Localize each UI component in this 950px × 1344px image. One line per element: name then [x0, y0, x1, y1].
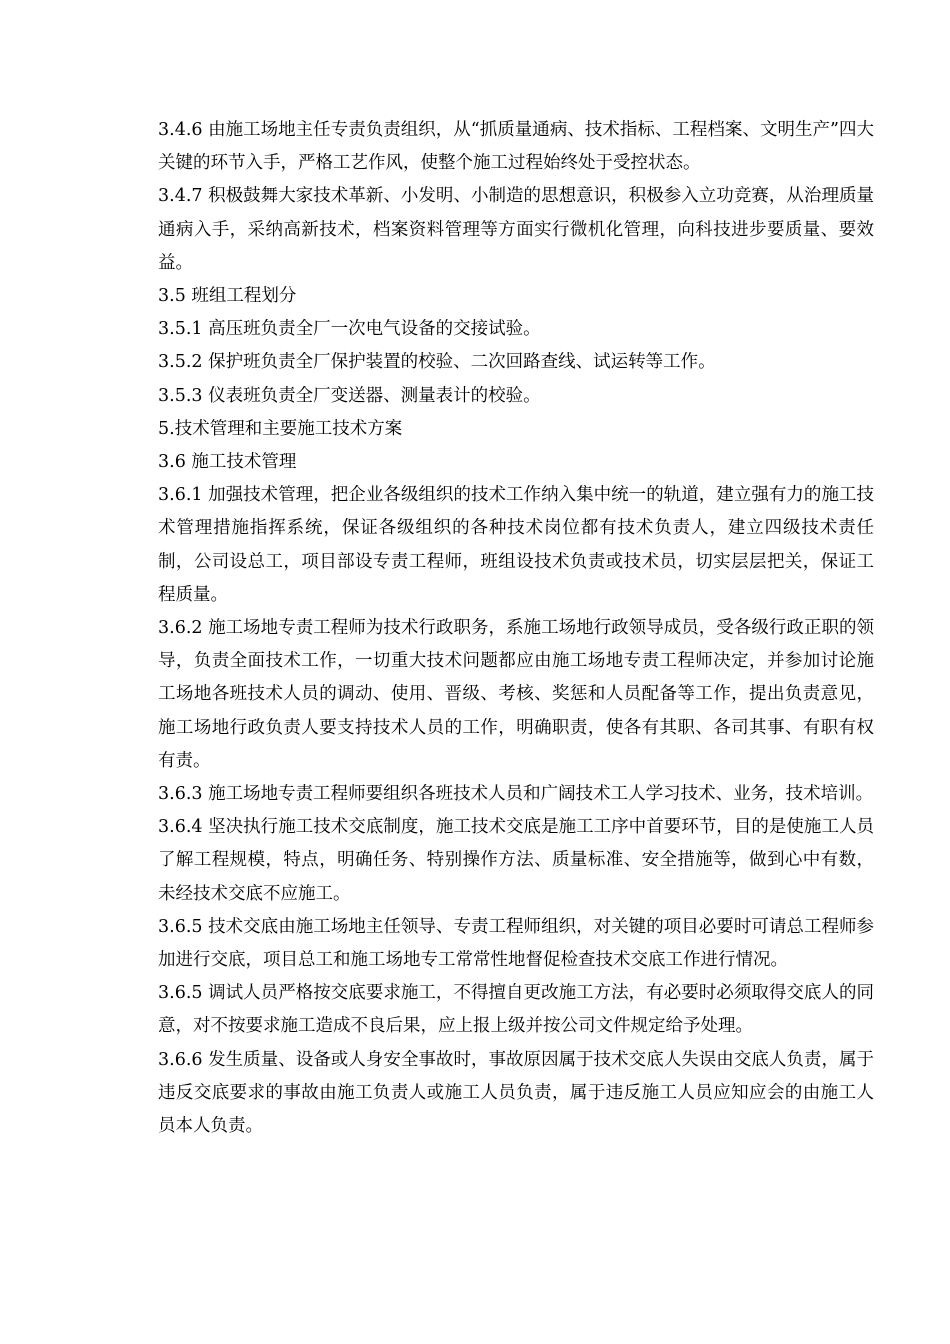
paragraph-3-5-2: 3.5.2 保护班负责全厂保护装置的校验、二次回路查线、试运转等工作。 — [158, 352, 716, 373]
paragraph-3-6-3: 3.6.3 施工场地专责工程师要组织各班技术人员和广阔技术工人学习技术、业务，技术培训。 — [158, 784, 874, 805]
paragraph-3-6-1: 3.6.1 加强技术管理，把企业各级组织的技术工作纳入集中统一的轨道，建立强有力的施工技术管理措施指挥系统，保证各级组织的各种技术岗位都有技术负责人，建立四级技术责任制，公司设总工，项目部设专责工程师，班组设技术负责或技术员，切实层层把关，保证工程质量。 — [158, 485, 874, 605]
section-heading-3-6: 3.6 施工技术管理 — [158, 452, 297, 473]
paragraph-3-4-7: 3.4.7 积极鼓舞大家技术革新、小发明、小制造的思想意识，积极参入立功竞赛，从治理质量通病入手，采纳高新技术，档案资料管理等方面实行微机化管理，向科技进步要质量、要效益。 — [158, 186, 874, 273]
paragraph-3-5-1: 3.5.1 高压班负责全厂一次电气设备的交接试验。 — [158, 319, 541, 340]
document-page — [158, 114, 874, 1143]
paragraph-3-4-6: 3.4.6 由施工场地主任专责负责组织，从“抓质量通病、技术指标、工程档案、文明生产”四大关键的环节入手，严格工艺作风，使整个施工过程始终处于受控状态。 — [158, 120, 874, 174]
paragraph-3-6-6: 3.6.6 发生质量、设备或人身安全事故时，事故原因属于技术交底人失误由交底人负责，属于违反交底要求的事故由施工负责人或施工人员负责，属于违反施工人员应知应会的由施工人员本人负责。 — [158, 1049, 874, 1137]
section-heading-3-5: 3.5 班组工程划分 — [158, 286, 297, 307]
section-heading-5: 5.技术管理和主要施工技术方案 — [158, 418, 403, 439]
paragraph-3-6-5-a: 3.6.5 技术交底由施工场地主任领导、专责工程师组织，对关键的项目必要时可请总工程师参加进行交底，项目总工和施工场地专工常常性地督促检查技术交底工作进行情况。 — [158, 916, 874, 971]
paragraph-3-5-3: 3.5.3 仪表班负责全厂变送器、测量表计的校验。 — [158, 385, 541, 406]
paragraph-3-6-5-b: 3.6.5 调试人员严格按交底要求施工，不得擅自更改施工方法，有必要时必须取得交底人的同意，对不按要求施工造成不良后果，应上报上级并按公司文件规定给予处理。 — [158, 983, 874, 1037]
paragraph-3-6-4: 3.6.4 坚决执行施工技术交底制度，施工技术交底是施工工序中首要环节，目的是使施工人员了解工程规模，特点，明确任务、特别操作方法、质量标准、安全措施等，做到心中有数，未经技术交底不应施工。 — [158, 817, 874, 904]
paragraph-3-6-2: 3.6.2 施工场地专责工程师为技术行政职务，系施工场地行政领导成员，受各级行政正职的领导，负责全面技术工作，一切重大技术问题都应由施工场地专责工程师决定，并参加讨论施工场地各班技术人员的调动、使用、晋级、考核、奖惩和人员配备等工作，提出负责意见，施工场地行政负责人要支持技术人员的工作，明确职责，使各有其职、各司其事、有职有权有责。 — [158, 618, 874, 771]
